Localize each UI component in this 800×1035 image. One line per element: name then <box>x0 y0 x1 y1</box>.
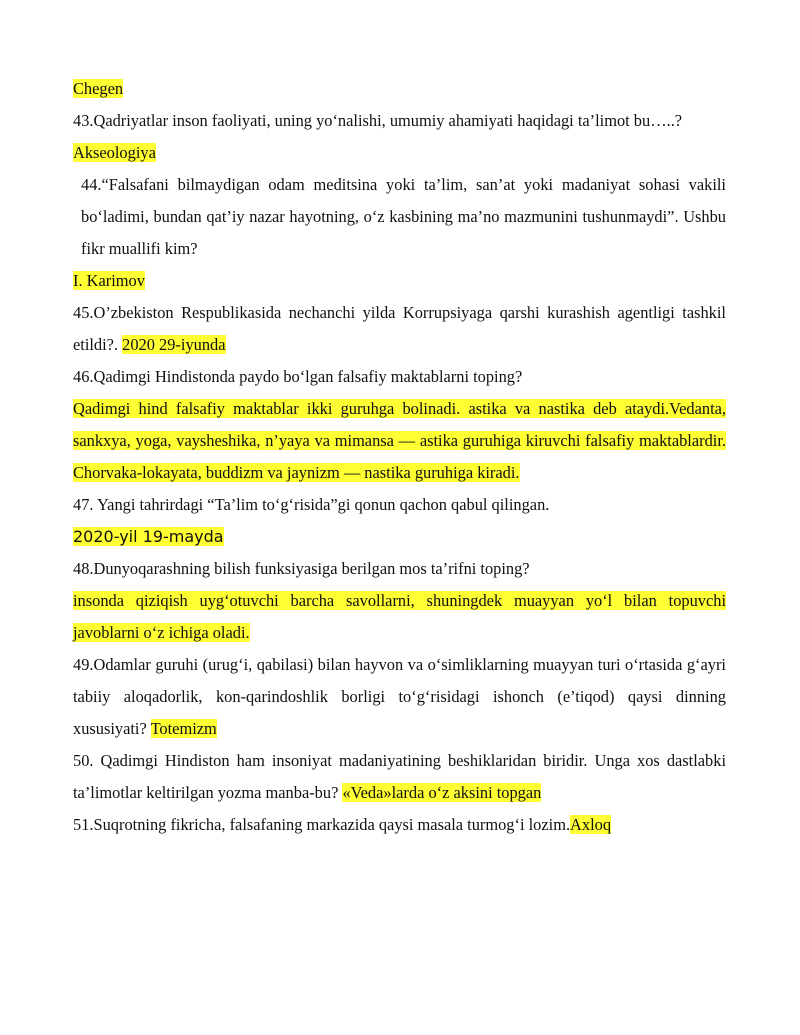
answer-50: «Veda»larda o‘z aksini topgan <box>342 783 542 802</box>
question-47: 47. Yangi tahrirdagi “Ta’lim to‘g‘risida”gi qonun qachon qabul qilingan. <box>73 495 550 514</box>
question-49: 49.Odamlar guruhi (urug‘i, qabilasi) bilan hayvon va o‘simliklarning muayyan turi o‘rtasida g‘ayri tabiiy aloqadorlik, kon-qarindoshlik borligi to‘g‘risidagi ishonch (e’tiqod) qaysi dinning xususiyati? Totemizm <box>73 655 726 738</box>
answer-chegen: Chegen <box>73 79 124 98</box>
question-44: 44.“Falsafani bilmaydigan odam meditsina yoki ta’lim, san’at yoki madaniyat sohasi vakili bo‘ladimi, bundan qat’iy nazar hayotning, o‘z kasbining ma’no mazmunini tushunmaydi”. Ushbu fikr muallifi kim? <box>81 175 726 258</box>
question-45: 45.O’zbekiston Respublikasida nechanchi yilda Korrupsiyaga qarshi kurashish agentligi tashkil etildi?. 2020 29-iyunda <box>73 303 726 354</box>
answer-43: Akseologiya <box>73 143 156 162</box>
question-51: 51.Suqrotning fikricha, falsafaning markazida qaysi masala turmog‘i lozim.Axloq <box>73 815 612 834</box>
answer-46: Qadimgi hind falsafiy maktablar ikki guruhga bolinadi. astika va nastika deb ataydi.Vedanta, sankxya, yoga, vaysheshika, n’yaya va mimansa — astika guruhiga kiruvchi falsafiy maktablardir. Chorvaka-lokayata, buddizm va jaynizm — nastika guruhiga kiradi. <box>73 399 726 482</box>
question-48: 48.Dunyoqarashning bilish funksiyasiga berilgan mos ta’rifni toping? <box>73 559 530 578</box>
answer-51: Axloq <box>570 815 612 834</box>
question-46: 46.Qadimgi Hindistonda paydo bo‘lgan falsafiy maktablarni toping? <box>73 367 523 386</box>
answer-44: I. Karimov <box>73 271 145 290</box>
answer-47: 2020-yil 19-mayda <box>73 527 224 546</box>
question-43: 43.Qadriyatlar inson faoliyati, uning yo‘nalishi, umumiy ahamiyati haqidagi ta’limot bu…..? <box>73 111 683 130</box>
answer-45: 2020 29-iyunda <box>122 335 226 354</box>
question-50: 50. Qadimgi Hindiston ham insoniyat madaniyatining beshiklaridan biridir. Unga xos dastlabki ta’limotlar keltirilgan yozma manba-bu? «Veda»larda o‘z aksini topgan <box>73 751 726 802</box>
answer-49: Totemizm <box>150 719 217 738</box>
answer-48: insonda qiziqish uyg‘otuvchi barcha savollarni, shuningdek muayyan yo‘l bilan topuvchi javoblarni o‘z ichiga oladi. <box>73 591 726 642</box>
